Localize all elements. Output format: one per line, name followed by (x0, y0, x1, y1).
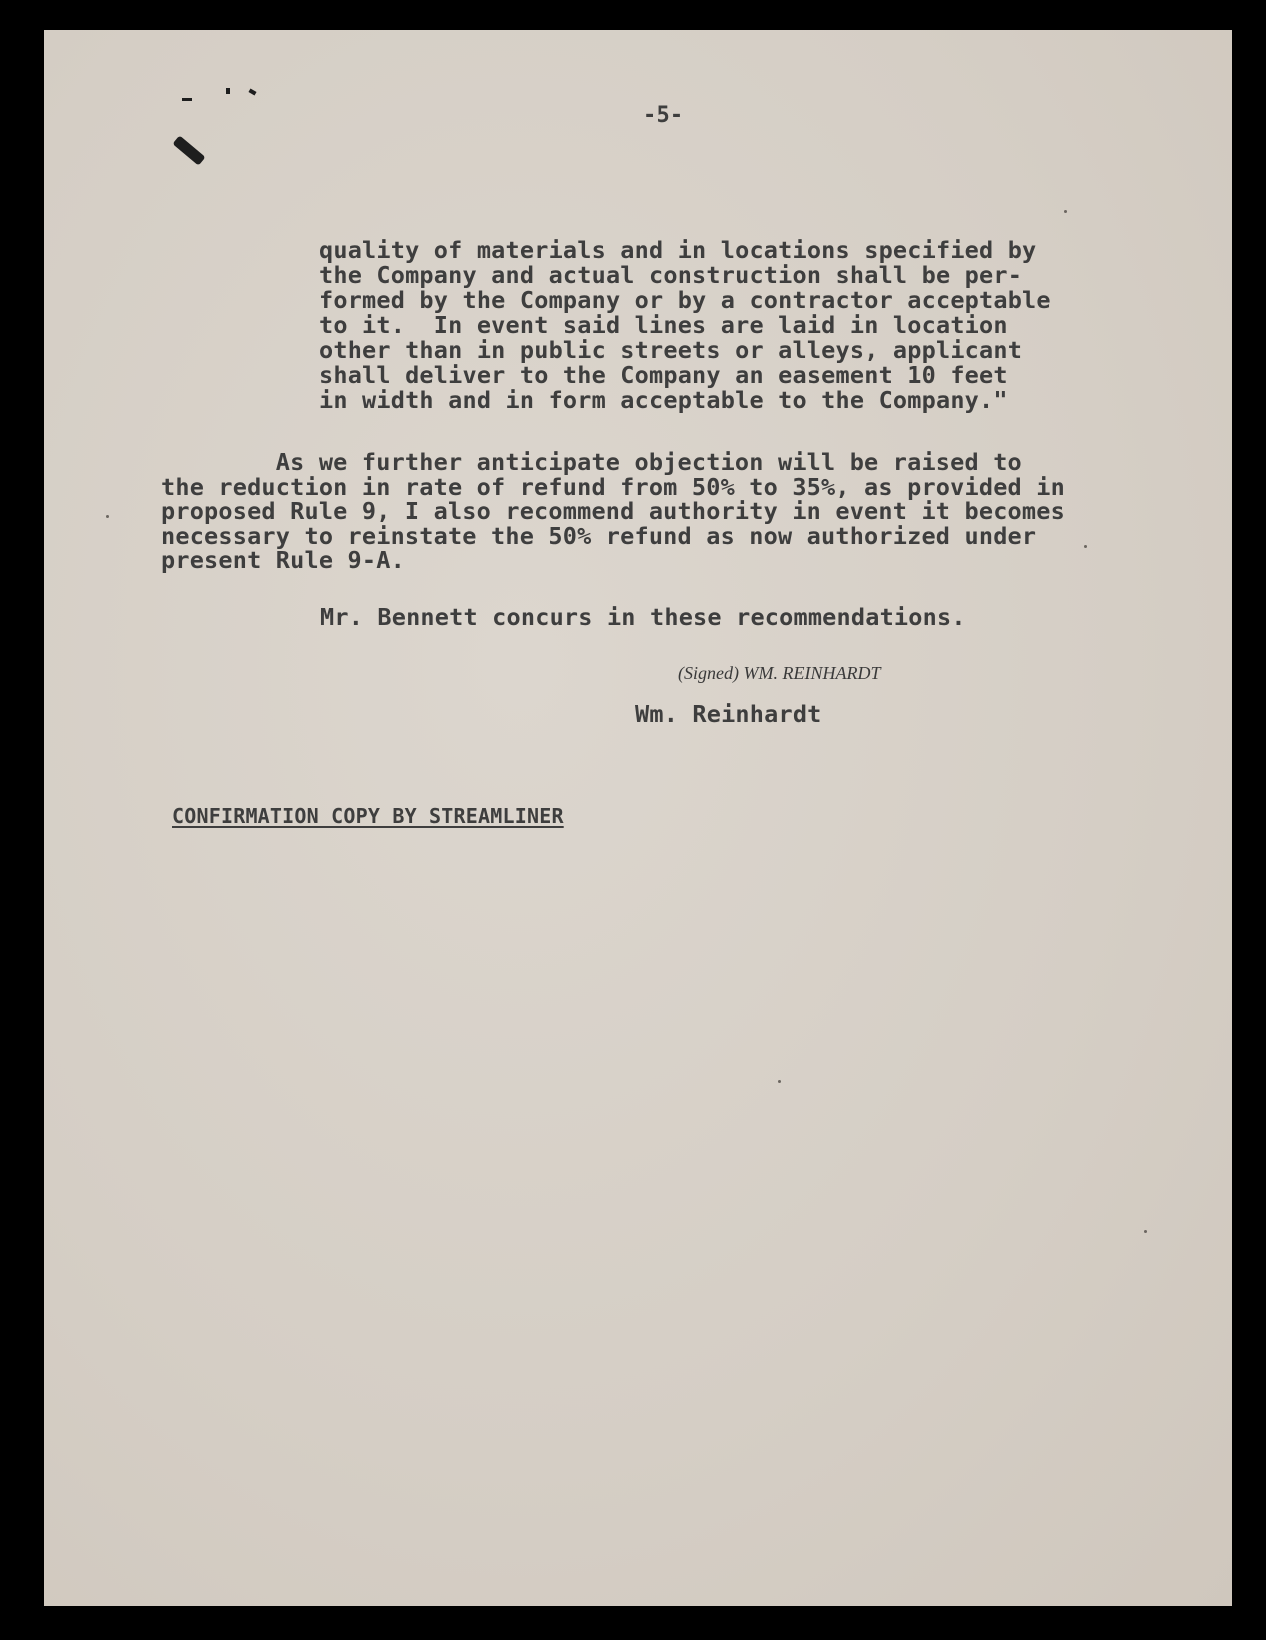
ink-mark (248, 89, 256, 96)
paper-speck (1064, 210, 1067, 213)
page-number: -5- (643, 103, 684, 128)
punch-mark (172, 135, 205, 165)
signature-name: Wm. Reinhardt (635, 700, 822, 728)
confirmation-copy-line: CONFIRMATION COPY BY STREAMLINER (172, 804, 564, 828)
signed-stamp: (Signed) WM. REINHARDT (678, 663, 881, 683)
document-page (44, 30, 1232, 1606)
ink-mark (226, 88, 230, 94)
paper-speck (106, 515, 109, 518)
paper-speck (1144, 1230, 1147, 1233)
ink-mark (182, 98, 192, 101)
recommendation-paragraph: As we further anticipate objection will be raised to the reduction in rate of refund from 50% to 35%, as provided in proposed Rule 9, I also recommend authority in event it becomes necessary to reinstate the 50% refund as now authorized under present Rule 9-A. (161, 448, 1065, 574)
concurrence-line: Mr. Bennett concurs in these recommendations. (320, 603, 966, 631)
paper-speck (1084, 545, 1087, 548)
quoted-rule-text: quality of materials and in locations specified by the Company and actual construction shall be per- formed by the Company or by a contractor acceptable to it. In event said lines are laid in location other than in public streets or alleys, applicant shall deliver to the Company an easement 10 feet in width and in form acceptable to the Company." (319, 236, 1051, 414)
paper-speck (778, 1080, 781, 1083)
